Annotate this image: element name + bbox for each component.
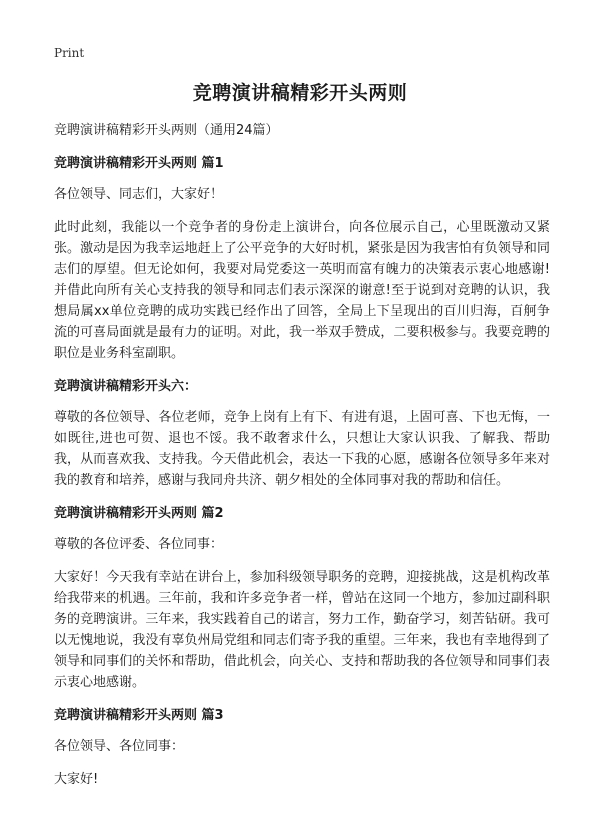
paragraph: 大家好! — [54, 772, 99, 787]
paragraph: 此时此刻，我能以一个竞争者的身份走上演讲台，向各位展示自己，心里既激动又紧张。激动是因为我幸运地赶上了公平竞争的大好时机，紧张是因为我害怕有负领导和同志们的厚望。但无论如何，我要对局党委这一英明而富有魄力的决策表示衷心地感谢!并借此向所有关心支持我的领导和同志们表示深深的谢意!至于说到对竞聘的认识，我想局属xx单位竞聘的成功实践已经作出了回答，全局上下呈现出的百川归海，百舸争流的可喜局面就是最有力的证明。对此，我一举双手赞成，二要积极参与。我要竞聘的职位是业务科室副职。 — [54, 220, 550, 361]
paragraph: 大家好！今天我有幸站在讲台上，参加科级领导职务的竞聘，迎接挑战，这是机构改革给我带来的机遇。三年前，我和许多竞争者一样，曾站在这同一个地方，参加过副科职务的竞聘演讲。三年来，我实践着自己的诺言，努力工作，勤奋学习，刻苦钻研。我可以无愧地说，我没有辜负州局党组和同志们寄予我的重望。三年来，我也有幸地得到了领导和同事们的关怀和帮助，借此机会，向关心、支持和帮助我的各位领导和同事们表示衷心地感谢。 — [54, 570, 550, 690]
paragraph: 各位领导、各位同事： — [54, 739, 185, 754]
document-subtitle: 竞聘演讲稿精彩开头两则（通用24篇） — [54, 123, 279, 138]
section-heading: 竞聘演讲稿精彩开头两则 篇3 — [54, 708, 224, 723]
document-body — [54, 120, 550, 802]
section-heading: 竞聘演讲稿精彩开头两则 篇1 — [54, 156, 224, 171]
print-link[interactable]: Print — [54, 46, 85, 60]
section-heading: 竞聘演讲稿精彩开头两则 篇2 — [54, 506, 224, 521]
paragraph: 尊敬的各位领导、各位老师，竞争上岗有上有下、有进有退，上固可喜、下也无悔，一如既往,进也可贺、退也不馁。我不敢奢求什么，只想让大家认识我、了解我、帮助我，从而喜欢我、支持我。今天借此机会，表达一下我的心愿，感谢各位领导多年来对我的教育和培养，感谢与我同舟共济、朝夕相处的全体同事对我的帮助和信任。 — [54, 410, 550, 488]
document-title: 竞聘演讲稿精彩开头两则 — [192, 82, 408, 104]
section-heading: 竞聘演讲稿精彩开头六： — [54, 379, 198, 394]
paragraph: 各位领导、同志们，大家好！ — [54, 187, 224, 202]
paragraph: 尊敬的各位评委、各位同事： — [54, 537, 224, 552]
